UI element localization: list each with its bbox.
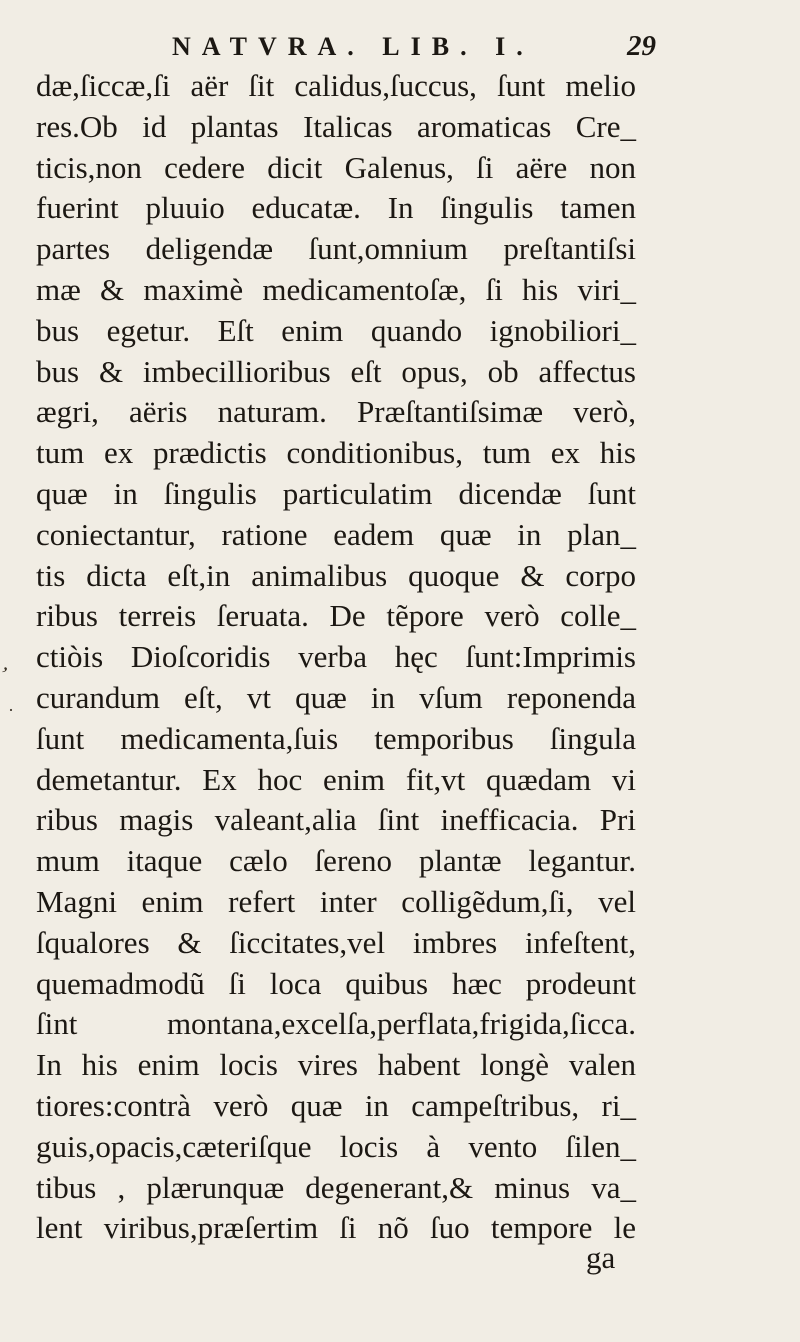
margin-mark: ·	[8, 700, 14, 720]
text-line: ſunt medicamenta,ſuis temporibus ſingula	[36, 720, 636, 756]
text-line: Magni enim refert inter colligẽdum,ſi, vel	[36, 883, 636, 919]
text-line: mæ & maximè medicamentoſæ, ſi his viri_	[36, 271, 636, 307]
text-line: ticis,non cedere dicit Galenus, ſi aëre non	[36, 149, 636, 185]
text-line: ægri, aëris naturam. Præſtantiſsimæ verò,	[36, 394, 636, 430]
text-line: dæ,ſiccæ,ſi aër ſit calidus,ſuccus, ſunt melio	[36, 68, 636, 103]
text-line: bus egetur. Eſt enim quando ignobiliori_	[36, 312, 636, 348]
text-line: coniectantur, ratione eadem quæ in plan_	[36, 516, 636, 552]
text-line: partes deligendæ ſunt,omnium preſtantiſsi	[36, 231, 636, 267]
text-line: bus & imbecillioribus eſt opus, ob affectus	[36, 353, 636, 389]
catchword: ga	[586, 1240, 616, 1275]
running-head-title: NATVRA. LIB. I.	[172, 32, 534, 61]
text-line: quæ in ſingulis particulatim dicendæ ſunt	[36, 475, 636, 511]
text-line: mum itaque cælo ſereno plantæ legantur.	[36, 843, 636, 879]
page-number: 29	[627, 30, 656, 62]
text-line: ctiòis Dioſcoridis verba hęc ſunt:Imprimis	[36, 639, 636, 675]
margin-mark: ,	[1, 649, 15, 676]
text-line: quemadmodũ ſi loca quibus hæc prodeunt	[36, 965, 636, 1001]
text-line: guis,opacis,cæteriſque locis à vento ſilen_	[36, 1128, 636, 1164]
text-line: fuerint pluuio educatæ. In ſingulis tamen	[36, 190, 636, 226]
running-head	[0, 18, 800, 68]
text-line: tis dicta eſt,in animalibus quoque & corpo	[36, 557, 636, 593]
text-line: tibus , plærunquæ degenerant,& minus va_	[36, 1169, 636, 1205]
text-line: tiores:contrà verò quæ in campeſtribus, ri_	[36, 1087, 636, 1123]
text-line: tum ex prædictis conditionibus, tum ex his	[36, 435, 636, 471]
text-line: ſint montana,excelſa,perflata,frigida,ſicca.	[36, 1006, 636, 1042]
text-line: In his enim locis vires habent longè valen	[36, 1047, 636, 1083]
body-text	[36, 66, 636, 1249]
text-line: ribus terreis ſeruata. De tẽpore verò colle_	[36, 598, 636, 634]
text-line: curandum eſt, vt quæ in vſum reponenda	[36, 679, 636, 715]
text-line: ribus magis valeant,alia ſint inefficacia. Pri	[36, 802, 636, 838]
text-line: res.Ob id plantas Italicas aromaticas Cre_	[36, 108, 636, 144]
text-line: ſqualores & ſiccitates,vel imbres infeſtent,	[36, 924, 636, 960]
text-line: demetantur. Ex hoc enim fit,vt quædam vi	[36, 761, 636, 797]
text-line: lent viribus,præſertim ſi nõ ſuo tempore le	[36, 1210, 636, 1246]
